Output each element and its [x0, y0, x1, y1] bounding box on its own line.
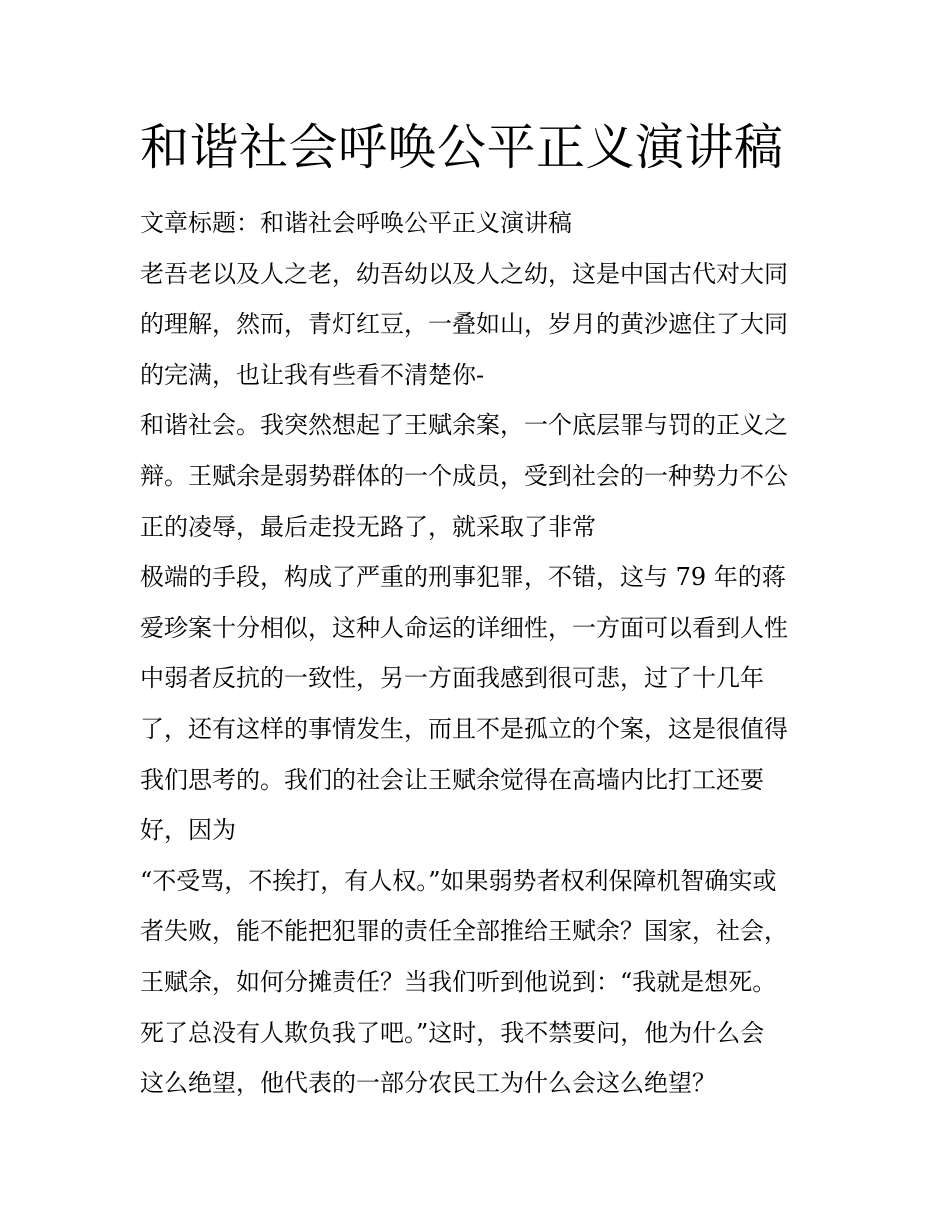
- paragraph-line: 好，因为: [140, 816, 236, 845]
- paragraph-line: 了，还有这样的事情发生，而且不是孤立的个案，这是很值得: [140, 714, 788, 743]
- paragraph-line: 辩。王赋余是弱势群体的一个成员，受到社会的一种势力不公: [140, 461, 788, 490]
- paragraph-line: 中弱者反抗的一致性，另一方面我感到很可悲，过了十几年: [140, 664, 764, 693]
- paragraph-line: 和谐社会。我突然想起了王赋余案，一个底层罪与罚的正义之: [140, 411, 788, 440]
- paragraph-line: 老吾老以及人之老，幼吾幼以及人之幼，这是中国古代对大同: [140, 259, 788, 288]
- paragraph-line: 我们思考的。我们的社会让王赋余觉得在高墙内比打工还要: [140, 765, 764, 794]
- paragraph-line: 者失败，能不能把犯罪的责任全部推给王赋余？国家，社会，: [140, 917, 788, 946]
- paragraph-line: 王赋余，如何分摊责任？当我们听到他说到：“我就是想死。: [140, 967, 777, 996]
- paragraph-line: 极端的手段，构成了严重的刑事犯罪，不错，这与 79 年的蒋: [140, 563, 786, 592]
- paragraph-line: 正的凌辱，最后走投无路了，就采取了非常: [140, 512, 596, 541]
- document-title: 和谐社会呼唤公平正义演讲稿: [140, 119, 784, 176]
- article-title-line: 文章标题：和谐社会呼唤公平正义演讲稿: [140, 209, 572, 237]
- paragraph-line: 的完满，也让我有些看不清楚你-: [140, 360, 485, 389]
- paragraph-line: “不受骂，不挨打，有人权。”如果弱势者权利保障机智确实或: [140, 866, 777, 895]
- document-body: [140, 198, 820, 1109]
- paragraph-line: 死了总没有人欺负我了吧。”这时，我不禁要问，他为什么会: [140, 1018, 765, 1047]
- paragraph-line: 这么绝望，他代表的一部分农民工为什么会这么绝望？: [140, 1069, 716, 1098]
- paragraph-line: 的理解，然而，青灯红豆，一叠如山，岁月的黄沙遮住了大同: [140, 310, 788, 339]
- paragraph-line: 爱珍案十分相似，这种人命运的详细性，一方面可以看到人性: [140, 613, 788, 642]
